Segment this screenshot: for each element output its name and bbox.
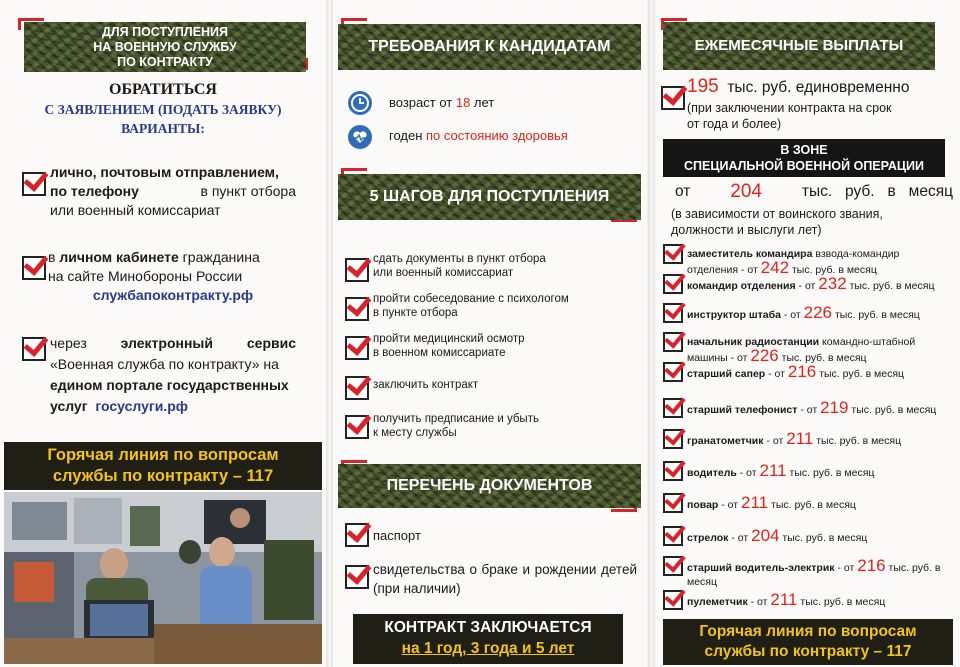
pay-position: [663, 493, 953, 515]
checkbox-icon: [345, 336, 369, 360]
position-title: старший телефонист: [687, 404, 798, 416]
pay-position-text: [687, 274, 953, 293]
panel-requirements: [333, 0, 647, 667]
position-unit: тыс. руб. в месяц: [819, 368, 905, 380]
pay-position: [663, 429, 953, 451]
checkbox-icon: [345, 297, 369, 321]
pay-position-text: [687, 590, 953, 609]
pay-position: [663, 526, 953, 548]
from-post: тыс. руб. в месяц: [801, 183, 953, 200]
position-rest: - от: [797, 404, 821, 416]
option3-line1a: через: [50, 335, 87, 351]
position-title: старший водитель-электрик: [687, 562, 835, 574]
pay-position-text: [687, 556, 953, 589]
from-pre: от: [675, 183, 691, 200]
option1-rest: в пункт отбора: [200, 183, 296, 199]
checkbox-icon: [345, 258, 369, 282]
checkbox-icon: [663, 556, 683, 576]
position-value: 204: [751, 526, 780, 545]
pay-position: [663, 303, 953, 325]
hotline-banner-right: Горячая линия по вопросам службы по контракту – 117: [663, 619, 953, 665]
checkbox-icon: [663, 429, 683, 449]
svo-zone-header: В ЗОНЕ СПЕЦИАЛЬНОЙ ВОЕННОЙ ОПЕРАЦИИ: [663, 139, 945, 177]
pay-position: [663, 461, 953, 483]
fold-line: [326, 0, 333, 667]
position-value: 226: [750, 346, 779, 365]
position-rest: - от: [834, 562, 858, 574]
checkbox-icon: [22, 256, 46, 280]
age-requirement: [389, 93, 494, 112]
pay-position-text: [687, 335, 953, 365]
apply-title: ОБРАТИТЬСЯ: [109, 81, 217, 98]
mod-site-link[interactable]: службапоконтракту.рф: [92, 287, 254, 303]
option2-bold: личном кабинете: [59, 249, 179, 265]
fold-line: [648, 0, 655, 667]
lump-sum: [687, 76, 957, 99]
option1-bold1: лично, почтовым отправлением,: [50, 164, 279, 180]
position-title: начальник радиостанции: [687, 336, 820, 348]
option3-line1b: электронный: [120, 335, 213, 351]
doc-passport: паспорт: [373, 528, 421, 543]
position-rest: - от: [718, 499, 741, 511]
checkbox-icon: [663, 332, 683, 352]
steps-header: 5 ШАГОВ ДЛЯ ПОСТУПЛЕНИЯ: [338, 174, 641, 220]
checkbox-icon: [22, 337, 46, 361]
checkbox-icon: [663, 398, 683, 418]
position-unit: тыс. руб. в месяц: [791, 264, 877, 276]
step-item: пройти медицинский осмотр в военном комиссариате: [373, 333, 525, 359]
position-title: старший сапер: [687, 368, 766, 380]
health-red: по состоянию здоровья: [426, 128, 568, 143]
option3-line2: «Военная служба по контракту» на: [50, 356, 279, 372]
position-rest: - от: [780, 309, 804, 321]
checkbox-icon: [663, 526, 683, 546]
option3-line1c: сервис: [246, 335, 296, 351]
lump-text: тыс. руб. единовременно: [727, 79, 910, 96]
step-item: получить предписание и убыть к месту службы: [373, 413, 539, 439]
pay-position-text: [687, 303, 953, 322]
checkbox-icon: [345, 415, 369, 439]
lump-note: (при заключении контракта на срок от года и более): [687, 101, 892, 131]
position-title: водитель: [687, 467, 737, 479]
checkbox-icon: [663, 493, 683, 513]
checkbox-icon: [22, 172, 46, 196]
position-value: 242: [760, 258, 790, 277]
apply-subtitle: [0, 100, 326, 138]
monthly-from: [675, 181, 953, 203]
position-value: 216: [857, 556, 886, 575]
step-item: сдать документы в пункт отбора или военный комиссариат: [373, 253, 546, 279]
position-value: 232: [818, 274, 847, 293]
apply-header: ДЛЯ ПОСТУПЛЕНИЯ НА ВОЕННУЮ СЛУЖБУ ПО КОНТРАКТУ: [24, 22, 306, 72]
position-value: 226: [803, 303, 833, 322]
checkbox-icon: [663, 274, 683, 294]
age-pre: возраст от: [389, 95, 456, 110]
health-pre: годен: [389, 128, 427, 143]
position-title: командир отделения: [687, 280, 796, 292]
payments-header: ЕЖЕМЕСЯЧНЫЕ ВЫПЛАТЫ: [663, 22, 935, 70]
position-unit: тыс. руб. в месяц: [800, 596, 886, 608]
position-value: 211: [770, 590, 798, 609]
position-unit: тыс. руб. в месяц: [782, 532, 868, 544]
option2-pre: в: [48, 249, 60, 265]
pay-position-text: [687, 398, 953, 417]
position-rest: - от: [747, 596, 771, 608]
position-rest: - от: [736, 467, 760, 479]
option1-bold2: по телефону: [50, 183, 139, 199]
recruitment-office-photo: [4, 492, 322, 664]
position-value: 219: [820, 398, 849, 417]
option2-line2: на сайте Минобороны России: [48, 268, 243, 284]
position-rest: взвода-командир отделения - от: [687, 248, 900, 276]
checkbox-icon: [663, 362, 683, 382]
checkbox-icon: [345, 565, 369, 589]
position-title: заместитель командира: [687, 248, 813, 260]
position-title: гранатометчик: [687, 435, 764, 447]
doc-certificates: свидетельства о браке и рождении детей (при наличии): [373, 562, 637, 596]
monthly-note: (в зависимости от воинского звания, должности и выслуги лет): [671, 207, 883, 237]
pay-position: [663, 274, 953, 296]
position-unit: тыс. руб. в месяц: [851, 404, 937, 416]
checkbox-icon: [345, 523, 369, 547]
age-value: 18: [455, 95, 471, 110]
pay-position-text: [687, 247, 953, 277]
position-title: пулеметчик: [687, 596, 748, 608]
option2-rest: гражданина: [178, 249, 260, 265]
position-value: 216: [787, 362, 817, 381]
position-unit: тыс. руб. в месяц: [816, 435, 902, 447]
position-unit: тыс. руб. в месяц: [849, 280, 935, 292]
position-value: 211: [741, 493, 769, 512]
pay-position: [663, 556, 953, 588]
pay-position: [663, 244, 953, 276]
pay-position-text: [687, 362, 953, 381]
documents-header: ПЕРЕЧЕНЬ ДОКУМЕНТОВ: [338, 464, 641, 508]
clock-icon: [347, 90, 373, 116]
position-rest: командно-штабной машины - от: [687, 336, 916, 364]
pay-position: [663, 590, 953, 612]
contract-terms-banner: [353, 614, 623, 664]
panel-payments: [655, 0, 960, 667]
position-rest: - от: [795, 280, 819, 292]
gosuslugi-link[interactable]: госуслуги.рф: [95, 398, 188, 414]
pay-position-text: [687, 526, 953, 545]
position-value: 211: [759, 461, 787, 480]
pay-position-text: [687, 493, 953, 512]
hotline-banner-left: Горячая линия по вопросам службы по контракту – 117: [4, 442, 322, 490]
heart-icon: [347, 124, 373, 150]
pay-position-text: [687, 461, 953, 480]
checkbox-icon: [663, 590, 683, 610]
position-rest: - от: [765, 368, 788, 380]
option-personal-account: [48, 248, 298, 305]
position-unit: тыс. руб. в месяц: [781, 352, 867, 364]
position-rest: - от: [763, 435, 787, 447]
option3-line4: услуг: [50, 398, 88, 414]
option-gosuslugi: [50, 333, 296, 417]
requirements-header: ТРЕБОВАНИЯ К КАНДИДАТАМ: [338, 24, 641, 70]
pay-position: [663, 332, 953, 364]
lump-value: 195: [687, 76, 719, 97]
apply-subtitle-line2: ВАРИАНТЫ:: [121, 121, 205, 136]
pay-position: [663, 362, 953, 384]
apply-subtitle-line1: С ЗАЯВЛЕНИЕМ (ПОДАТЬ ЗАЯВКУ): [44, 102, 282, 117]
checkbox-icon: [661, 86, 685, 110]
option3-line3: едином портале государственных: [50, 377, 289, 393]
checkbox-icon: [345, 376, 369, 400]
position-unit: тыс. руб. в месяц: [789, 467, 875, 479]
step-item: заключить контракт: [373, 379, 479, 391]
position-title: инструктор штаба: [687, 309, 781, 321]
from-value: 204: [730, 181, 762, 202]
option1-line3: или военный комиссариат: [50, 202, 221, 218]
checkbox-icon: [663, 461, 683, 481]
position-unit: тыс. руб. в месяц: [771, 499, 856, 511]
checkbox-icon: [663, 303, 683, 323]
step-item: пройти собеседование с психологом в пункте отбора: [373, 293, 569, 319]
contract-line2: на 1 год, 3 года и 5 лет: [401, 640, 575, 657]
position-title: стрелок: [687, 532, 729, 544]
health-requirement: [389, 126, 568, 145]
contract-line1: КОНТРАКТ ЗАКЛЮЧАЕТСЯ: [384, 619, 592, 636]
option-in-person: [50, 163, 296, 220]
panel-apply: [0, 0, 326, 667]
pay-position: [663, 398, 953, 420]
position-value: 211: [786, 429, 814, 448]
pay-position-text: [687, 429, 953, 448]
position-rest: - от: [728, 532, 752, 544]
position-title: повар: [687, 499, 719, 511]
checkbox-icon: [663, 244, 683, 264]
age-post: лет: [470, 95, 495, 110]
position-unit: тыс. руб. в месяц: [834, 309, 920, 321]
position-unit: тыс. руб. в месяц: [687, 562, 941, 588]
